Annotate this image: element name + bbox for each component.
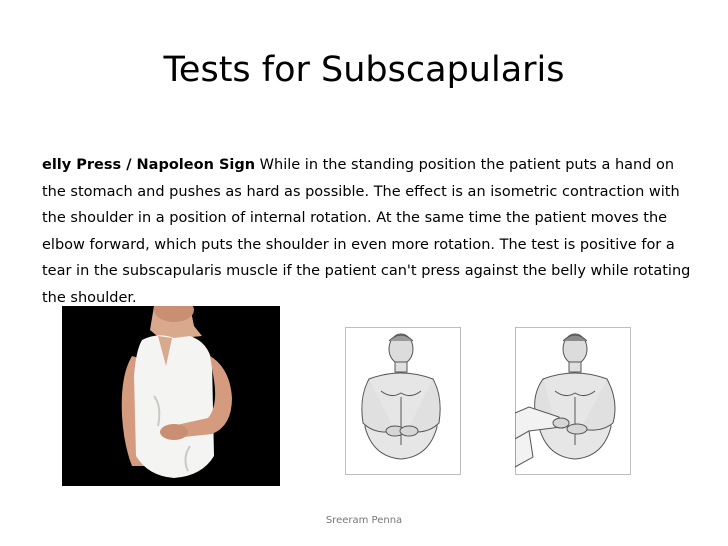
belly-press-illustration-with-examiner [515, 327, 631, 475]
test-name: elly Press / Napoleon Sign [42, 157, 256, 173]
belly-press-illustration-front [345, 327, 461, 475]
footer-author: Sreeram Penna [325, 515, 403, 526]
belly-press-photo [62, 306, 280, 486]
slide-title: Tests for Subscapularis [163, 50, 565, 90]
test-description-text: While in the standing position the patient puts a hand on the stomach and pushes as hard as possible. The effect is an isometric contraction with the shoulder in a position of internal rotation. At the same time the patient moves the elbow forward, which puts the shoulder in even more rotation. The test is positive for a tear in the subscapularis muscle if the patient can't press against the belly while rotating the shoulder. [42, 157, 691, 306]
test-description [42, 152, 694, 311]
